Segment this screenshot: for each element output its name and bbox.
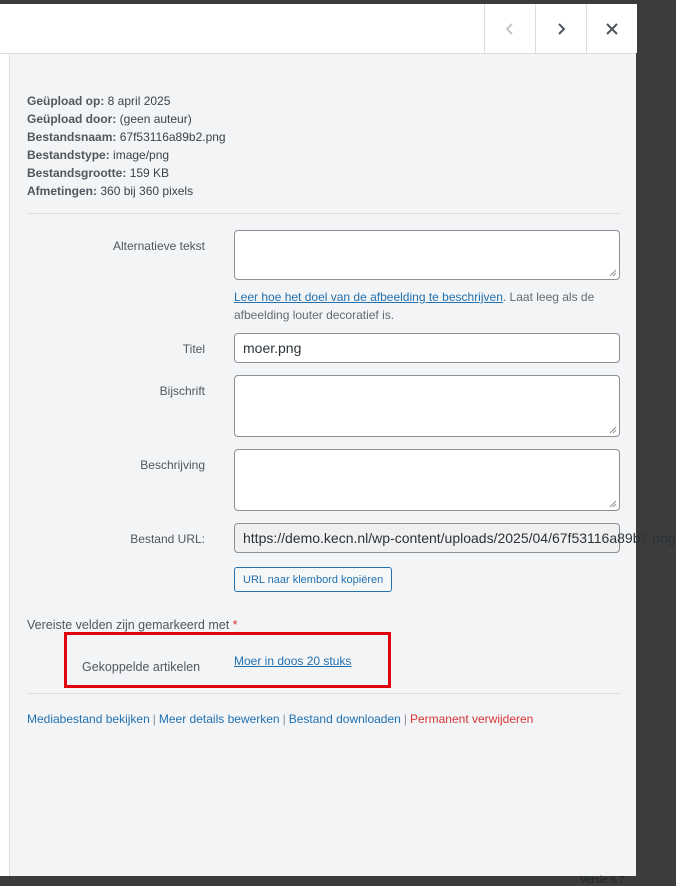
uploaded-by-label: Geüpload door:: [27, 112, 117, 126]
filename-label: Bestandsnaam:: [27, 130, 117, 144]
version-text: Versie 6.7: [580, 875, 625, 886]
linked-articles-label: Gekoppelde artikelen: [82, 660, 201, 674]
file-details: [27, 92, 587, 200]
download-file-link[interactable]: Bestand downloaden: [288, 712, 401, 726]
attachment-details-modal: [0, 4, 676, 876]
caption-field[interactable]: [234, 375, 620, 437]
uploaded-on-label: Geüpload op:: [27, 94, 105, 108]
alt-text-help: [234, 288, 624, 324]
description-label: Beschrijving: [140, 458, 205, 472]
alt-text-help-link[interactable]: Leer hoe het doel van de afbeelding te beschrijven: [234, 290, 503, 304]
uploaded-by-row: [27, 110, 587, 128]
highlight-annotation-box: [64, 632, 391, 688]
separator: |: [282, 712, 286, 726]
file-url-input[interactable]: [234, 523, 676, 553]
uploaded-on-value: 8 april 2025: [107, 94, 171, 108]
alt-text-label: Alternatieve tekst: [112, 239, 205, 253]
attachment-actions: [27, 712, 533, 726]
title-label: Titel: [182, 342, 205, 356]
chevron-left-icon: [503, 22, 517, 36]
filetype-row: [27, 146, 587, 164]
filesize-value: 159 KB: [129, 166, 170, 180]
uploaded-on-row: [27, 92, 587, 110]
resize-handle-icon[interactable]: [609, 426, 617, 434]
required-note-text: Vereiste velden zijn gemarkeerd met: [27, 618, 230, 632]
caption-label: Bijschrift: [159, 384, 205, 398]
resize-handle-icon[interactable]: [609, 500, 617, 508]
actions-divider: [27, 693, 621, 694]
filesize-row: [27, 164, 587, 182]
dimensions-row: [27, 182, 587, 200]
filetype-value: image/png: [113, 148, 170, 162]
alt-text-field[interactable]: [234, 230, 620, 280]
description-field[interactable]: [234, 449, 620, 511]
copy-url-button[interactable]: URL naar klembord kopiëren: [234, 567, 392, 592]
linked-article-link[interactable]: Moer in doos 20 stuks: [234, 654, 352, 668]
required-star: *: [232, 618, 238, 632]
chevron-right-icon: [554, 22, 568, 36]
filename-value: 67f53116a89b2.png: [119, 130, 226, 144]
close-icon: [605, 22, 619, 36]
close-button[interactable]: [586, 4, 637, 53]
left-panel-edge: [0, 54, 10, 876]
required-fields-note: [27, 618, 238, 632]
title-value: moer.png: [243, 340, 302, 356]
modal-header: [0, 4, 636, 54]
file-url-label: Bestand URL:: [130, 532, 205, 546]
dimensions-value: 360 bij 360 pixels: [100, 184, 194, 198]
title-input[interactable]: [234, 333, 620, 363]
alt-text-help-text: . Laat leeg als de afbeelding louter decoratief is.: [234, 290, 595, 322]
separator: |: [403, 712, 407, 726]
delete-permanently-link[interactable]: Permanent verwijderen: [409, 712, 534, 726]
dimensions-label: Afmetingen:: [27, 184, 97, 198]
uploaded-by-value: (geen auteur): [119, 112, 192, 126]
details-divider: [27, 213, 621, 214]
separator: |: [152, 712, 156, 726]
edit-details-link[interactable]: Meer details bewerken: [158, 712, 280, 726]
view-media-link[interactable]: Mediabestand bekijken: [27, 712, 150, 726]
filetype-label: Bestandstype:: [27, 148, 110, 162]
next-button[interactable]: [535, 4, 586, 53]
resize-handle-icon[interactable]: [609, 269, 617, 277]
file-url-value: https://demo.kecn.nl/wp-content/uploads/2025/04/67f53116a89b2.png: [243, 530, 676, 546]
filename-row: [27, 128, 587, 146]
filesize-label: Bestandsgrootte:: [27, 166, 127, 180]
previous-button[interactable]: [484, 4, 535, 53]
